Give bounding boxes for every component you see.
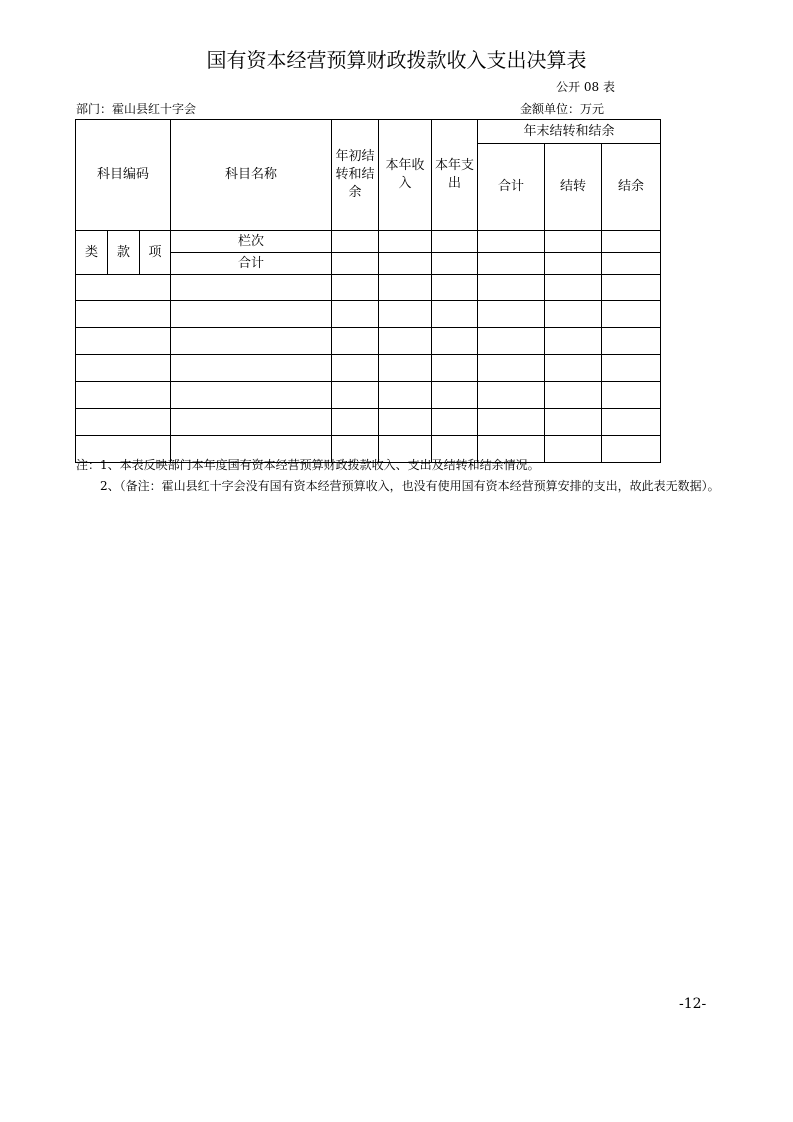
header-begin-balance (332, 120, 379, 231)
form-number: 公开 08 表 (556, 80, 615, 94)
table-cell (171, 355, 332, 382)
table-cell (432, 382, 478, 409)
table-cell (602, 355, 661, 382)
table-cell (379, 409, 432, 436)
table-cell (171, 301, 332, 328)
table-cell (76, 328, 171, 355)
table-cell (332, 253, 379, 275)
table-cell (171, 328, 332, 355)
table-cell (432, 355, 478, 382)
table-cell (545, 275, 602, 301)
table-cell (545, 231, 602, 253)
table-cell (76, 275, 171, 301)
header-income-text: 本年收入 (385, 158, 425, 191)
table-cell (379, 301, 432, 328)
table-cell (379, 231, 432, 253)
table-cell (478, 328, 545, 355)
table-cell (332, 328, 379, 355)
table-cell (478, 253, 545, 275)
table-cell (171, 275, 332, 301)
header-subject-code: 科目编码 (76, 120, 171, 231)
table-cell (602, 328, 661, 355)
table-cell (432, 409, 478, 436)
table-cell (432, 275, 478, 301)
page-number: -12- (679, 996, 707, 1012)
table-cell (432, 301, 478, 328)
table-cell (379, 328, 432, 355)
table-row (76, 382, 661, 409)
row-column-number-label: 栏次 (171, 231, 332, 253)
header-carryover: 结转 (545, 144, 602, 231)
notes (76, 455, 721, 497)
table-cell (332, 301, 379, 328)
table-cell (76, 301, 171, 328)
table-cell (379, 253, 432, 275)
table-row (76, 409, 661, 436)
table-cell (332, 231, 379, 253)
table-cell (379, 355, 432, 382)
header-end-balance-group: 年末结转和结余 (478, 120, 661, 144)
table-cell (478, 382, 545, 409)
table-cell (171, 409, 332, 436)
department-label: 部门：霍山县红十字会 (76, 102, 197, 116)
table-cell (332, 409, 379, 436)
row-total-label: 合计 (171, 253, 332, 275)
table-cell (545, 253, 602, 275)
header-expense-text: 本年支出 (434, 158, 474, 191)
header-subject-name: 科目名称 (171, 120, 332, 231)
note-line-1: 注：1、本表反映部门本年度国有资本经营预算财政拨款收入、支出及结转和结余情况。 (76, 458, 540, 472)
table-cell (545, 355, 602, 382)
header-surplus: 结余 (602, 144, 661, 231)
header-subitem: 项 (140, 231, 171, 275)
table-cell (478, 355, 545, 382)
table-cell (602, 231, 661, 253)
table-row (76, 355, 661, 382)
table-cell (332, 382, 379, 409)
table-cell (76, 382, 171, 409)
table-cell (545, 409, 602, 436)
table-cell (602, 275, 661, 301)
table-cell (432, 231, 478, 253)
table-row (76, 275, 661, 301)
header-total: 合计 (478, 144, 545, 231)
table-cell (332, 275, 379, 301)
table-cell (602, 409, 661, 436)
table-row (76, 328, 661, 355)
table-cell (602, 301, 661, 328)
header-expense (432, 120, 478, 231)
budget-table (75, 119, 661, 463)
page-title: 国有资本经营预算财政拨款收入支出决算表 (206, 48, 587, 72)
table-cell (545, 382, 602, 409)
table-cell (76, 409, 171, 436)
table-cell (478, 301, 545, 328)
table-cell (545, 301, 602, 328)
table-cell (478, 231, 545, 253)
table-cell (379, 382, 432, 409)
table-cell (602, 382, 661, 409)
table-cell (171, 382, 332, 409)
table-cell (432, 328, 478, 355)
header-class: 类 (76, 231, 108, 275)
table-row (76, 301, 661, 328)
table-cell (478, 409, 545, 436)
table-cell (545, 328, 602, 355)
table-cell (432, 253, 478, 275)
table-cell (379, 275, 432, 301)
table-cell (478, 275, 545, 301)
header-income (379, 120, 432, 231)
table-cell (332, 355, 379, 382)
table-cell (602, 253, 661, 275)
amount-unit-label: 金额单位：万元 (520, 102, 605, 116)
table-cell (76, 355, 171, 382)
header-begin-balance-text: 年初结转和结余 (335, 149, 375, 200)
note-line-2: 2、（备注：霍山县红十字会没有国有资本经营预算收入，也没有使用国有资本经营预算安排的支出，故此表无数据）。 (100, 479, 720, 493)
header-item: 款 (108, 231, 140, 275)
